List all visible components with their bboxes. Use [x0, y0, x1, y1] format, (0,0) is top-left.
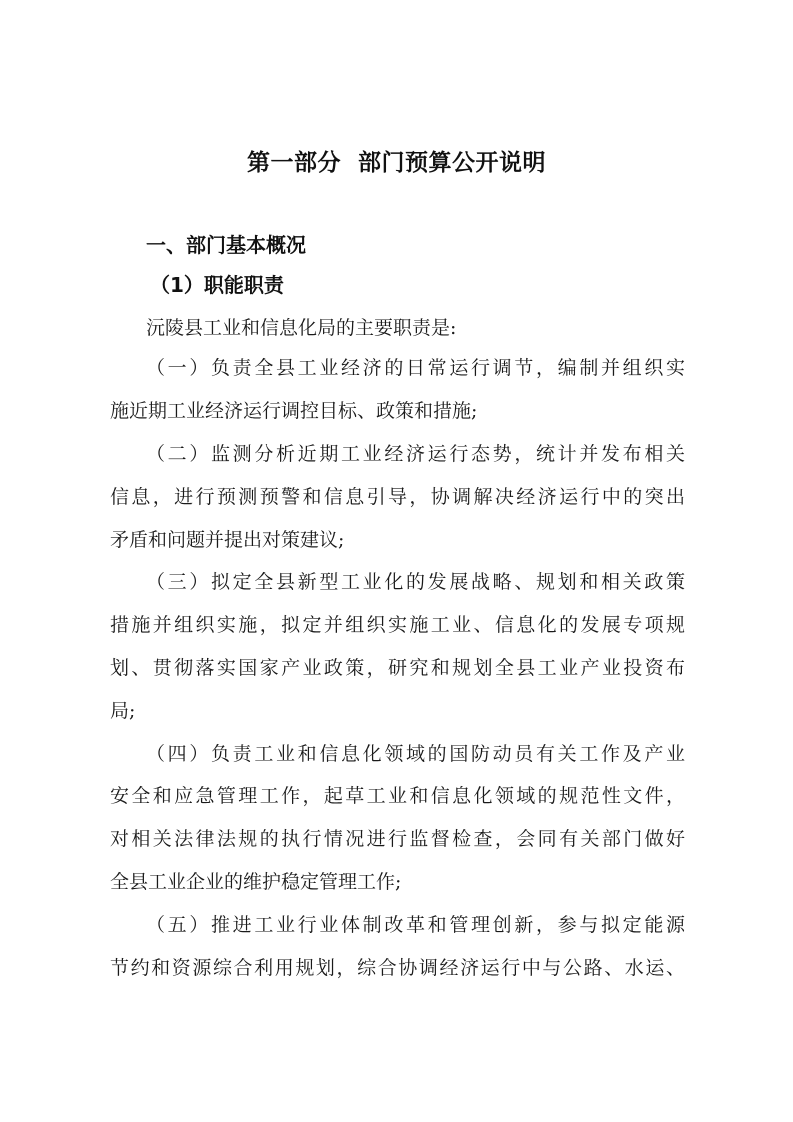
paragraph-line: 安全和应急管理工作，起草工业和信息化领域的规范性文件，	[110, 785, 685, 807]
paragraph-line: 施近期工业经济运行调控目标、政策和措施;	[110, 400, 478, 422]
paragraph-line: 对相关法律法规的执行情况进行监督检查，会同有关部门做好	[110, 828, 685, 850]
subsection-heading: （1）职能职责	[150, 273, 284, 297]
paragraph-line: 节约和资源综合利用规划，综合协调经济运行中与公路、水运、	[110, 957, 685, 979]
intro-text: 沅陵县工业和信息化局的主要职责是:	[146, 317, 457, 339]
paragraph-line: 信息，进行预测预警和信息引导，协调解决经济运行中的突出	[110, 486, 685, 508]
paragraph-line: （一）负责全县工业经济的日常运行调节，编制并组织实	[146, 357, 685, 379]
paragraph-line: （五）推进工业行业体制改革和管理创新，参与拟定能源	[146, 914, 685, 936]
paragraph-line: （三）拟定全县新型工业化的发展战略、规划和相关政策	[146, 571, 685, 593]
paragraph-line: 措施并组织实施，拟定并组织实施工业、信息化的发展专项规	[110, 614, 685, 636]
document-title: 第一部分 部门预算公开说明	[246, 150, 546, 176]
paragraph-line: 全县工业企业的维护稳定管理工作;	[110, 871, 402, 893]
section-heading: 一、部门基本概况	[146, 233, 306, 257]
paragraph-line: 矛盾和问题并提出对策建议;	[110, 529, 345, 551]
paragraph-line: 局;	[110, 700, 136, 722]
paragraph-line: （二）监测分析近期工业经济运行态势，统计并发布相关	[146, 443, 685, 465]
paragraph-line: （四）负责工业和信息化领域的国防动员有关工作及产业	[146, 743, 685, 765]
paragraph-line: 划、贯彻落实国家产业政策，研究和规划全县工业产业投资布	[110, 657, 685, 679]
